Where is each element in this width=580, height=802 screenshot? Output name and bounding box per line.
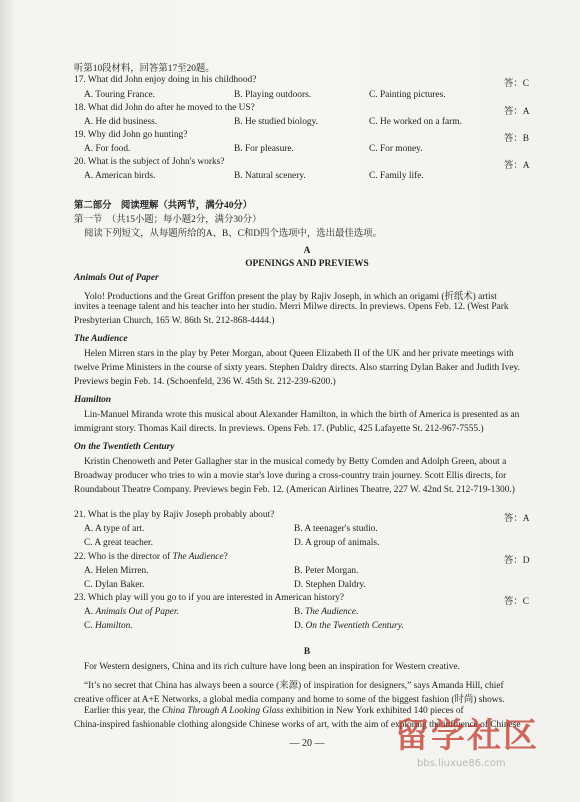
option-letter: C. xyxy=(84,621,95,631)
answer-23: 答：C xyxy=(504,597,530,607)
item-line: twelve Prime Ministers in the course of sixty years. Stephen Daldry directs. Also starring Dylan Baker and Judith Ivey. xyxy=(74,363,520,373)
answer-21: 答：A xyxy=(504,514,530,524)
answer-22: 答：D xyxy=(504,556,530,566)
option-21a: A. A type of art. xyxy=(84,524,145,534)
item-title-twentieth: On the Twentieth Century xyxy=(74,442,175,452)
option-22d: D. Stephen Daldry. xyxy=(294,580,366,590)
item-line: invites a teenage talent and his teacher into her studio. Merri Milwe directs. In previews. Opens Feb. 12. (West Park xyxy=(74,302,509,312)
item-line: Roundabout Theatre Company. Previews begin Feb. 12. (American Airlines Theatre, 227 W. 42nd St. 212-719-1300.) xyxy=(74,485,515,495)
answer-17: 答：C xyxy=(504,79,530,89)
passage-a-heading: OPENINGS AND PREVIEWS xyxy=(245,259,369,269)
option-20c: C. Family life. xyxy=(369,171,424,181)
passage-b-line: creative officer at A+E Networks, a global media company and home to some of the biggest fashion (时尚) shows. xyxy=(74,695,505,705)
passage-b-text: Earlier this year, the xyxy=(84,706,162,716)
item-title-hamilton: Hamilton xyxy=(74,395,111,405)
part2-section: 第一节 （共15小题；每小题2分，满分30分） xyxy=(74,215,262,225)
question-20: 20. What is the subject of John's works? xyxy=(74,157,225,167)
answer-20: 答：A xyxy=(504,161,530,171)
option-letter: A. xyxy=(84,607,96,617)
passage-b-exhibition: China Through A Looking Glass xyxy=(161,706,284,716)
passage-b-line: “It’s no secret that China has always been a source (来源) of inspiration for designers,” says Amanda Hill, chief xyxy=(84,681,504,691)
answer-19: 答：B xyxy=(504,134,530,144)
item-line: Yolo! Productions and the Great Griffon present the play by Rajiv Joseph, in which an origami (折纸术) artist xyxy=(84,292,497,302)
question-22-end: ? xyxy=(223,552,228,562)
question-23: 23. Which play will you go to if you are interested in American history? xyxy=(74,593,345,603)
option-22a: A. Helen Mirren. xyxy=(84,566,149,576)
option-23d xyxy=(294,621,404,631)
page-number: — 20 — xyxy=(289,738,325,749)
listening-intro: 听第10段材料，回答第17至20题。 xyxy=(74,64,215,74)
question-18: 18. What did John do after he moved to the US? xyxy=(74,103,255,113)
option-23a xyxy=(84,607,179,617)
passage-a-letter: A xyxy=(303,246,311,256)
option-18b: B. He studied biology. xyxy=(234,117,319,127)
answer-18: 答：A xyxy=(504,107,530,117)
option-17b: B. Playing outdoors. xyxy=(234,90,312,100)
option-21b: B. A teenager's studio. xyxy=(294,524,378,534)
item-line: immigrant story. Thomas Kail directs. In previews. Opens Feb. 17. (Public, 425 Lafayette St. 212-967-7555.) xyxy=(74,424,484,434)
option-18c: C. He worked on a farm. xyxy=(369,117,462,127)
option-text: The Audience. xyxy=(304,607,359,617)
watermark-logo xyxy=(395,704,570,784)
question-22-title: The Audience xyxy=(172,552,224,562)
item-line: Kristin Chenoweth and Peter Gallagher star in the musical comedy by Betty Comden and Adolph Green, about a xyxy=(84,457,507,467)
question-22-text: 22. Who is the director of xyxy=(74,552,173,562)
passage-b-letter: B xyxy=(303,647,311,657)
option-17a: A. Touring France. xyxy=(84,90,156,100)
question-22 xyxy=(74,552,228,562)
option-text: On the Twentieth Century. xyxy=(305,621,404,631)
option-19c: C. For money. xyxy=(369,144,423,154)
option-19b: B. For pleasure. xyxy=(234,144,294,154)
question-17: 17. What did John enjoy doing in his childhood? xyxy=(74,75,257,85)
option-21c: C. A great teacher. xyxy=(84,538,153,548)
option-22c: C. Dylan Baker. xyxy=(84,580,145,590)
item-title-animals: Animals Out of Paper xyxy=(74,273,159,283)
part2-title: 第二部分 阅读理解（共两节，满分40分） xyxy=(74,201,253,211)
question-21: 21. What is the play by Rajiv Joseph probably about? xyxy=(74,510,275,520)
item-line: Presbyterian Church, 165 W. 86th St. 212-868-4444.) xyxy=(74,316,275,326)
option-23b xyxy=(294,607,358,617)
option-18a: A. He did business. xyxy=(84,117,158,127)
option-text: Animals Out of Paper. xyxy=(95,607,179,617)
option-letter: B. xyxy=(294,607,305,617)
option-20a: A. American birds. xyxy=(84,171,156,181)
option-text: Hamilton. xyxy=(94,621,133,631)
option-23c xyxy=(84,621,133,631)
option-22b: B. Peter Morgan. xyxy=(294,566,359,576)
passage-b-line: China-inspired fashionable clothing alongside Chinese works of art, with the aim of exploring the influence of Chinese xyxy=(74,720,521,730)
part2-instruction: 阅读下列短文，从每题所给的A、B、C和D四个选项中，选出最佳选项。 xyxy=(84,229,382,239)
item-title-audience: The Audience xyxy=(74,334,128,344)
passage-b-line: For Western designers, China and its rich culture have long been an inspiration for Western creative. xyxy=(84,662,460,672)
option-19a: A. For food. xyxy=(84,144,131,154)
question-19: 19. Why did John go hunting? xyxy=(74,130,188,140)
item-line: Previews begin Feb. 14. (Schoenfeld, 236 W. 45th St. 212-239-6200.) xyxy=(74,377,336,387)
item-line: Lin-Manuel Miranda wrote this musical about Alexander Hamilton, in which the birth of America is presented as an xyxy=(84,410,520,420)
option-21d: D. A group of animals. xyxy=(294,538,380,548)
item-line: Broadway producer who tries to win a movie star's love during a cross-country train journey. Scott Ellis directs, for xyxy=(74,471,507,481)
option-20b: B. Natural scenery. xyxy=(234,171,306,181)
watermark-url: bbs.liuxue86.com xyxy=(417,758,506,769)
item-line: Helen Mirren stars in the play by Peter Morgan, about Queen Elizabeth II of the UK and her private meetings with xyxy=(84,349,514,359)
watermark-text: 留学社区 xyxy=(395,716,539,756)
option-17c: C. Painting pictures. xyxy=(369,90,446,100)
option-letter: D. xyxy=(294,621,306,631)
passage-b-text: exhibition in New York exhibited 140 pieces of xyxy=(283,706,464,716)
